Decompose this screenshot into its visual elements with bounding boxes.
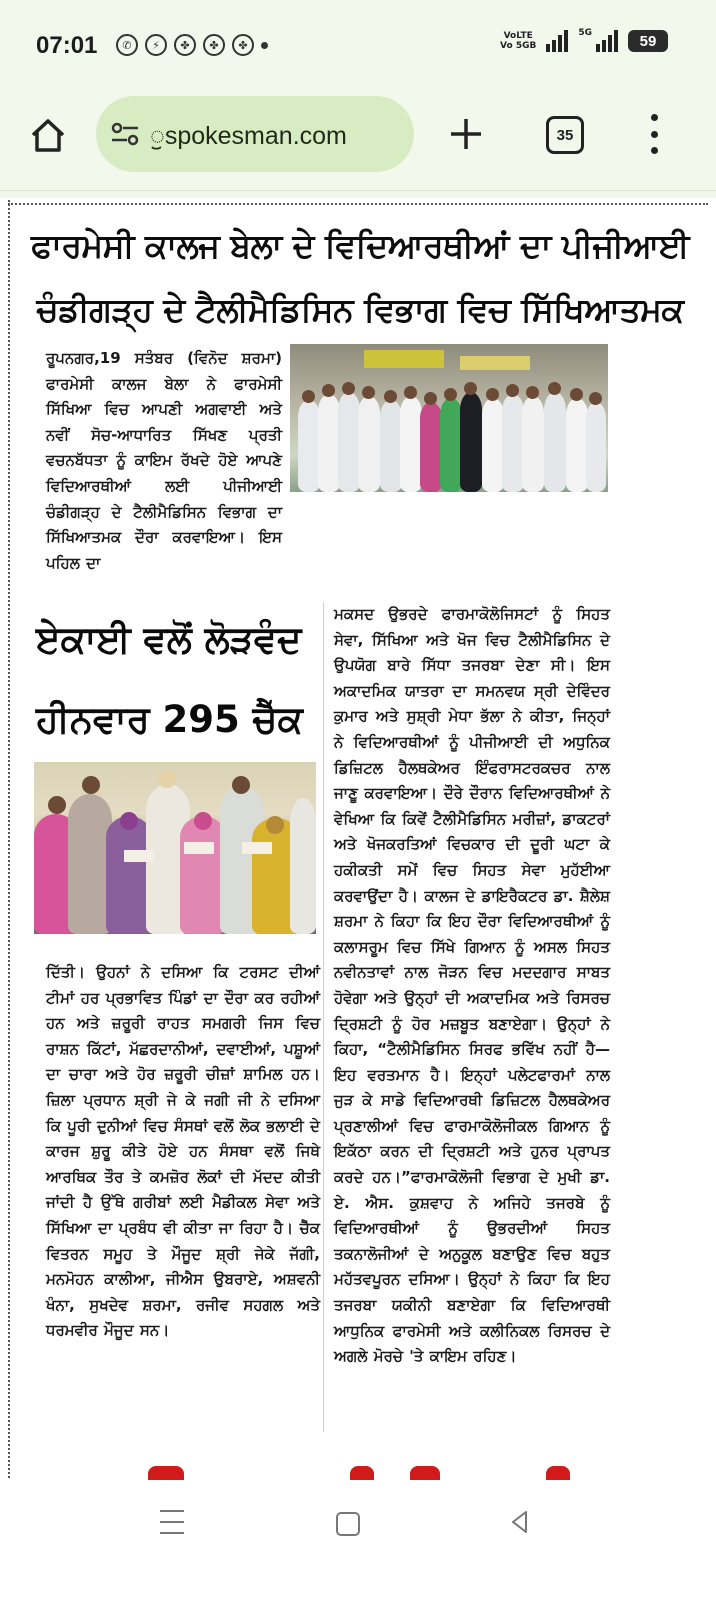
cheque-distribution-photo: [34, 762, 316, 934]
volte-line-1: VoLTE: [503, 31, 533, 41]
recent-apps-button[interactable]: [160, 1510, 184, 1534]
battery-level: 59: [639, 32, 657, 50]
app-notification-icon: ✤: [174, 34, 196, 56]
url-text[interactable]: ॖspokesman.com: [150, 122, 347, 150]
article-column-c: ਦਿੱਤੀ। ਉਹਨਾਂ ਨੇ ਦਸਿਆ ਕਿ ਟਰਸਟ ਦੀਆਂ ਟੀਮਾਂ ਹਰ ਪ੍ਰਭਾਵਿਤ ਪਿੰਡਾਂ ਦਾ ਦੌਰਾ ਕਰ ਰਹੀਆਂ ਹਨ ਅਤੇ ਜ਼ਰੂਰੀ ਰਾਹਤ ਸਮਗਰੀ ਜਿਸ ਵਿਚ ਰਾਸ਼ਨ ਕਿੱਟਾਂ, ਮੱਛਰਦਾਨੀਆਂ, ਦਵਾਈਆਂ, ਪਸ਼ੂਆਂ ਦਾ ਚਾਰਾ ਅਤੇ ਹੋਰ ਜ਼ਰੂਰੀ ਚੀਜ਼ਾਂ ਸ਼ਾਮਿਲ ਹਨ। ਜ਼ਿਲਾ ਪ੍ਰਧਾਨ ਸ਼੍ਰੀ ਜੇ ਕੇ ਜਗੀ ਜੀ ਨੇ ਦਸਿਆ ਕਿ ਪੂਰੀ ਦੁਨੀਆਂ ਵਿਚ ਸੰਸਥਾਂ ਵਲੋਂ ਲੋਕ ਭਲਾਈ ਦੇ ਕਾਰਜ ਸ਼ੁਰੂ ਕੀਤੇ ਹੋਏ ਹਨ ਸੰਸਥਾ ਵਲੋਂ ਜਿਥੇ ਆਰਥਿਕ ਤੌਰ ਤੇ ਕਮਜ਼ੋਰ ਲੋਕਾਂ ਦੀ ਮੱਦਦ ਕੀਤੀ ਜਾਂਦੀ ਹੈ ਉੱਥੇ ਗਰੀਬਾਂ ਲਈ ਮੈਡੀਕਲ ਸੇਵਾ ਅਤੇ ਸਿੱਖਿਆ ਦਾ ਪ੍ਰਬੰਧ ਵੀ ਕੀਤਾ ਜਾ ਰਿਹਾ ਹੈ। ਚੈੱਕ ਵਿਤਰਨ ਸਮੂਹ ਤੇ ਮੌਜੂਦ ਸ਼੍ਰੀ ਜੇਕੇ ਜੱਗੀ, ਮਨਮੋਹਨ ਕਾਲੀਆ, ਜੀਐਸ ਉਬਰਾਏ, ਅਸ਼ਵਨੀ ਖੰਨਾ, ਸੁਖਦੇਵ ਸ਼ਰਮਾ, ਰਜੀਵ ਸਹਗਲ ਅਤੇ ਧਰਮਵੀਰ ਮੌਜੂਦ ਸਨ।: [46, 963, 320, 1340]
newspaper-clipping[interactable]: [0, 198, 716, 1480]
side-headline-2: ਹੀਨਵਾਰ 295 ਚੈੱਕ: [36, 698, 303, 741]
battery-icon: [628, 30, 668, 52]
students-group-photo: [290, 344, 608, 492]
side-headline-1: ਏਕਾਈ ਵਲੋਂ ਲੋੜਵੰਦ: [36, 618, 302, 661]
cheque-paper: [184, 842, 214, 854]
back-button[interactable]: [508, 1510, 532, 1534]
headline-line-2: ਚੰਡੀਗੜ੍ਹ ਦੇ ਟੈਲੀਮੈਡਿਸਿਨ ਵਿਭਾਗ ਵਿਚ ਸਿੱਖਿਆਤਮਕ: [36, 290, 684, 329]
app-notification-icon: ✤: [203, 34, 225, 56]
browser-menu-button[interactable]: [644, 114, 664, 154]
signal-strength-icon: [546, 30, 568, 52]
plus-icon: [449, 117, 483, 151]
system-indicators: [500, 30, 668, 52]
address-bar[interactable]: [96, 96, 414, 172]
status-time: 07:01: [36, 32, 98, 59]
more-notifications-dot-icon: [261, 42, 268, 49]
network-type: 5G: [578, 28, 592, 38]
photo-banner: [364, 350, 444, 368]
article-column-b: ਮਕਸਦ ਉਭਰਦੇ ਫਾਰਮਾਕੋਲੋਜਿਸਟਾਂ ਨੂੰ ਸਿਹਤ ਸੇਵਾ, ਸਿੱਖਿਆ ਅਤੇ ਖੋਜ ਵਿਚ ਟੈਲੀਮੈਡਿਸਿਨ ਦੇ ਉਪਯੋਗ ਬਾਰੇ ਸਿੱਧਾ ਤਜਰਬਾ ਦੇਣਾ ਸੀ। ਇਸ ਅਕਾਦਮਿਕ ਯਾਤਰਾ ਦਾ ਸਮਨਵਯ ਸ੍ਰੀ ਦੇਵਿੰਦਰ ਕੁਮਾਰ ਅਤੇ ਸੁਸ਼੍ਰੀ ਮੇਧਾ ਭੱਲਾ ਨੇ ਕੀਤਾ, ਜਿਨ੍ਹਾਂ ਨੇ ਵਿਦਿਆਰਥੀਆਂ ਨੂੰ ਪੀਜੀਆਈ ਦੀ ਅਧੁਨਿਕ ਡਿਜ਼ਿਟਲ ਹੈਲਥਕੇਅਰ ਇੰਫਰਾਸਟਰਕਚਰ ਨਾਲ ਜਾਣੂ ਕਰਵਾਇਆ। ਦੌਰੇ ਦੌਰਾਨ ਵਿਦਿਆਰਥੀਆਂ ਨੇ ਵੇਖਿਆ ਕਿ ਕਿਵੇਂ ਟੈਲੀਮੈਡਿਸਿਨ ਮਰੀਜ਼ਾਂ, ਡਾਕਟਰਾਂ ਅਤੇ ਖੋਜਕਰਤਿਆਂ ਵਿਚਕਾਰ ਦੀ ਦੂਰੀ ਘਟਾ ਕੇ ਹਕੀਕਤੀ ਸਮੇਂ ਵਿਚ ਸਿਹਤ ਸੇਵਾ ਮੁਹੱਈਆ ਕਰਵਾਉਂਦਾ ਹੈ। ਕਾਲਜ ਦੇ ਡਾਇਰੈਕਟਰ ਡਾ. ਸ਼ੈਲੇਸ਼ ਸ਼ਰਮਾ ਨੇ ਕਿਹਾ ਕਿ ਇਹ ਦੌਰਾ ਵਿਦਿਆਰਥੀਆਂ ਨੂੰ ਕਲਾਸਰੂਮ ਵਿਚ ਸਿੱਖੇ ਗਿਆਨ ਨੂੰ ਅਸਲ ਸਿਹਤ ਨਵੀਨਤਾਵਾਂ ਨਾਲ ਜੋੜਨ ਵਿਚ ਮਦਦਗਾਰ ਸਾਬਤ ਹੋਵੇਗਾ ਅਤੇ ਉਨ੍ਹਾਂ ਦੀ ਅਕਾਦਮਿਕ ਅਤੇ ਰਿਸਰਚ ਦ੍ਰਿਸ਼ਟੀ ਨੂੰ ਹੋਰ ਮਜ਼ਬੂਤ ਬਣਾਏਗਾ। ਉਨ੍ਹਾਂ ਨੇ ਕਿਹਾ, “ਟੈਲੀਮੈਡਿਸਿਨ ਸਿਰਫ ਭਵਿੱਖ ਨਹੀਂ ਹੈ— ਇਹ ਵਰਤਮਾਨ ਹੈ। ਇਨ੍ਹਾਂ ਪਲੇਟਫਾਰਮਾਂ ਨਾਲ ਜੁੜ ਕੇ ਸਾਡੇ ਵਿਦਿਆਰਥੀ ਡਿਜ਼ਿਟਲ ਹੈਲਥਕੇਅਰ ਪ੍ਰਣਾਲੀਆਂ ਵਿਚ ਫਾਰਮਾਕੋਲੋਜੀਕਲ ਗਿਆਨ ਨੂੰ ਇਕੱਠਾ ਕਰਨ ਦੀ ਦ੍ਰਿਸ਼ਟੀ ਅਤੇ ਹੁਨਰ ਪ੍ਰਾਪਤ ਕਰਦੇ ਹਨ।”ਫਾਰਮਾਕੋਲੋਜੀ ਵਿਭਾਗ ਦੇ ਮੁਖੀ ਡਾ. ਏ. ਐਸ. ਕੁਸ਼ਵਾਹ ਨੇ ਅਜਿਹੇ ਤਜਰਬੇ ਨੂੰ ਵਿਦਿਆਰਥੀਆਂ ਨੂੰ ਉਭਰਦੀਆਂ ਸਿਹਤ ਤਕਨਾਲੋਜੀਆਂ ਦੇ ਅਨੁਕੂਲ ਬਣਾਉਣ ਵਿਚ ਬਹੁਤ ਮਹੱਤਵਪੂਰਨ ਦਸਿਆ। ਉਨ੍ਹਾਂ ਨੇ ਕਿਹਾ ਕਿ ਇਹ ਤਜਰਬਾ ਯਕੀਨੀ ਬਣਾਏਗਾ ਕਿ ਵਿਦਿਆਰਥੀ ਆਧੁਨਿਕ ਫਾਰਮੇਸੀ ਅਤੇ ਕਲੀਨਿਕਲ ਰਿਸਰਚ ਦੇ ਅਗਲੇ ਮੋਰਚੇ 'ਤੇ ਕਾਇਮ ਰਹਿਣ।: [334, 605, 610, 1366]
volte-line-2: Vo 5GB: [500, 41, 537, 51]
app-notification-icon: ✤: [232, 34, 254, 56]
notification-icons: [116, 34, 268, 56]
clipping-border-top: [8, 203, 708, 205]
status-bar: [0, 0, 716, 90]
clipping-border-left: [8, 200, 10, 1482]
whatsapp-icon: ✆: [116, 34, 138, 56]
cheque-paper: [242, 842, 272, 854]
article-column-a: ਰੂਪਨਗਰ,19 ਸਤੰਬਰ (ਵਿਨੋਦ ਸ਼ਰਮਾ) ਫਾਰਮੇਸੀ ਕਾਲਜ ਬੇਲਾ ਨੇ ਫਾਰਮੇਸੀ ਸਿੱਖਿਆ ਵਿਚ ਆਪਣੀ ਅਗਵਾਈ ਅਤੇ ਨਵੀਂ ਸੋਚ-ਆਧਾਰਿਤ ਸਿੱਖਣ ਪ੍ਰਤੀ ਵਚਨਬੱਧਤਾ ਨੂੰ ਕਾਇਮ ਰੱਖਦੇ ਹੋਏ ਆਪਣੇ ਵਿਦਿਆਰਥੀਆਂ ਲਈ ਪੀਜੀਆਈ ਚੰਡੀਗੜ੍ਹ ਦੇ ਟੈਲੀਮੈਡਿਸਿਨ ਵਿਭਾਗ ਦਾ ਸਿੱਖਿਆਤਮਕ ਦੌਰਾ ਕਰਵਾਇਆ। ਇਸ ਪਹਿਲ ਦਾ: [46, 349, 282, 572]
tab-count: 35: [556, 126, 574, 144]
next-headline-red-marks: [0, 1460, 716, 1480]
headline-line-1: ਫਾਰਮੇਸੀ ਕਾਲਜ ਬੇਲਾ ਦੇ ਵਿਦਿਆਰਥੀਆਂ ਦਾ ਪੀਜੀਆਈ: [31, 226, 689, 265]
browser-toolbar: [0, 90, 716, 191]
volte-indicator: [500, 31, 536, 51]
photo-banner-2: [460, 356, 530, 370]
nav-home-button[interactable]: [336, 1512, 360, 1536]
tab-switcher-button[interactable]: [546, 116, 584, 154]
home-icon: [29, 117, 67, 155]
cheque-paper: [124, 850, 154, 862]
home-button[interactable]: [24, 112, 72, 160]
more-vert-icon: [651, 114, 658, 121]
site-settings-icon[interactable]: [110, 122, 140, 146]
system-navigation-bar: [0, 1480, 716, 1600]
new-tab-button[interactable]: [444, 112, 488, 156]
column-divider: [323, 602, 324, 1432]
signal-strength-icon-2: [596, 30, 618, 52]
recents-icon: [160, 1510, 184, 1512]
messenger-icon: ⚡: [145, 34, 167, 56]
